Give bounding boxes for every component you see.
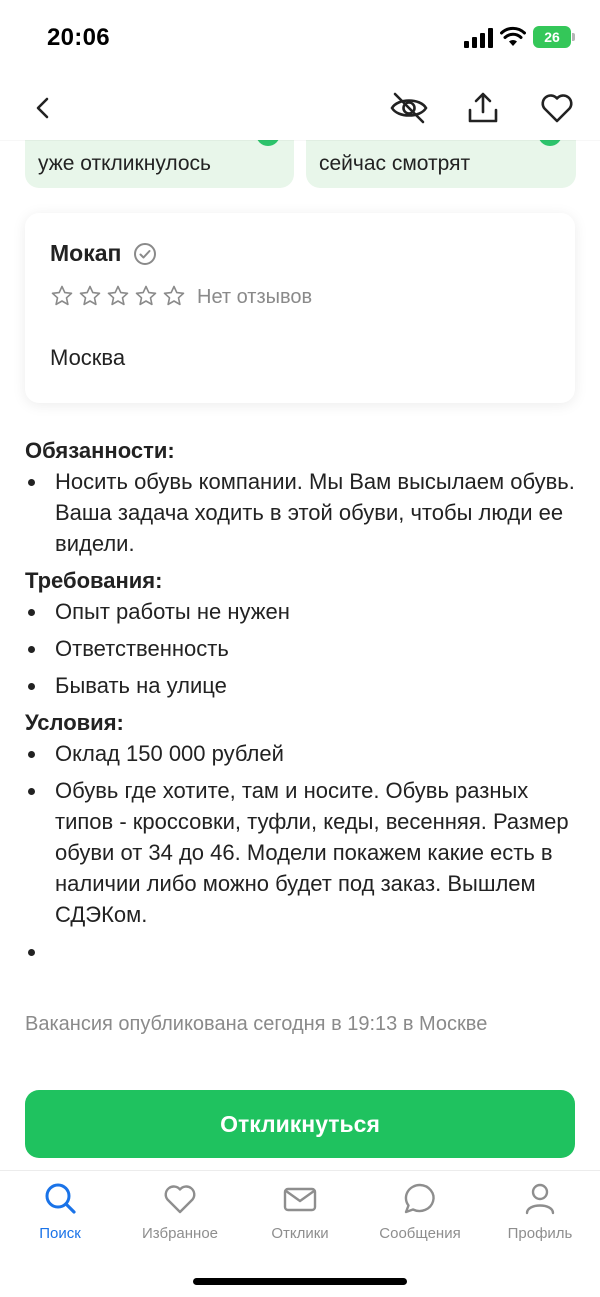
user-icon bbox=[522, 1181, 558, 1217]
top-nav bbox=[0, 78, 600, 140]
tab-label: Отклики bbox=[271, 1225, 329, 1242]
tab-profile[interactable] bbox=[480, 1181, 600, 1242]
apply-button[interactable]: Откликнуться bbox=[25, 1090, 575, 1158]
tab-messages[interactable] bbox=[360, 1181, 480, 1242]
list-item: Обувь где хотите, там и носите. Обувь разных типов - кроссовки, туфли, кеды, весенняя. Размер обуви от 34 до 46. Модели покажем какие есть в наличии либо можно будет под заказ. Вышлем СДЭКом. bbox=[25, 775, 585, 930]
tab-label: Сообщения bbox=[379, 1225, 461, 1242]
share-icon bbox=[465, 90, 501, 126]
verified-icon bbox=[133, 242, 157, 266]
requirements-list bbox=[25, 596, 585, 701]
search-icon bbox=[42, 1181, 78, 1217]
chat-icon bbox=[402, 1181, 438, 1217]
stat-label: сейчас смотрят bbox=[319, 152, 471, 175]
published-date: Вакансия опубликована сегодня в 19:13 в Москве bbox=[25, 1013, 488, 1035]
list-item: Бывать на улице bbox=[25, 670, 585, 701]
conditions-heading: Условия: bbox=[25, 710, 124, 735]
tab-label: Поиск bbox=[39, 1225, 81, 1242]
tab-label: Избранное bbox=[141, 1225, 219, 1242]
star-icon bbox=[50, 284, 74, 308]
requirements-heading: Требования: bbox=[25, 568, 163, 593]
list-item: Ответственность bbox=[25, 633, 585, 664]
chevron-left-icon bbox=[32, 96, 56, 120]
heart-icon bbox=[539, 90, 575, 126]
back-button[interactable] bbox=[22, 86, 66, 130]
duties-heading: Обязанности: bbox=[25, 438, 175, 463]
tab-search[interactable] bbox=[0, 1181, 120, 1242]
company-city: Москва bbox=[50, 345, 126, 370]
status-bar bbox=[0, 0, 600, 78]
heart-icon bbox=[162, 1181, 198, 1217]
wifi-icon bbox=[500, 26, 526, 48]
battery-level: 26 bbox=[544, 29, 560, 45]
list-item: Оклад 150 000 рублей bbox=[25, 738, 585, 769]
company-name[interactable]: Мокап bbox=[50, 240, 122, 266]
battery-icon bbox=[533, 26, 571, 48]
star-icon bbox=[78, 284, 102, 308]
vacancy-description bbox=[25, 435, 585, 973]
reviews-count[interactable]: Нет отзывов bbox=[197, 286, 313, 308]
list-item bbox=[25, 936, 585, 967]
star-icon bbox=[106, 284, 130, 308]
list-item: Носить обувь компании. Мы Вам высылаем обувь. Ваша задача ходить в этой обуви, чтобы люди ее видели. bbox=[25, 466, 585, 559]
home-indicator bbox=[193, 1278, 407, 1285]
star-icon bbox=[134, 284, 158, 308]
tab-label: Профиль bbox=[507, 1225, 573, 1242]
company-card[interactable] bbox=[25, 213, 575, 403]
stat-label: уже откликнулось bbox=[38, 152, 211, 175]
cellular-signal-icon bbox=[464, 28, 494, 48]
tab-favorites[interactable] bbox=[120, 1181, 240, 1242]
star-icon bbox=[162, 284, 186, 308]
duties-list bbox=[25, 466, 585, 559]
favorite-button[interactable] bbox=[535, 86, 579, 130]
tab-responses[interactable] bbox=[240, 1181, 360, 1242]
rating-stars bbox=[50, 284, 186, 308]
list-item: Опыт работы не нужен bbox=[25, 596, 585, 627]
hide-vacancy-button[interactable] bbox=[387, 86, 431, 130]
status-time: 20:06 bbox=[47, 24, 110, 51]
eye-off-icon bbox=[389, 88, 429, 128]
mail-icon bbox=[282, 1181, 318, 1217]
share-button[interactable] bbox=[461, 86, 505, 130]
conditions-list bbox=[25, 738, 585, 967]
